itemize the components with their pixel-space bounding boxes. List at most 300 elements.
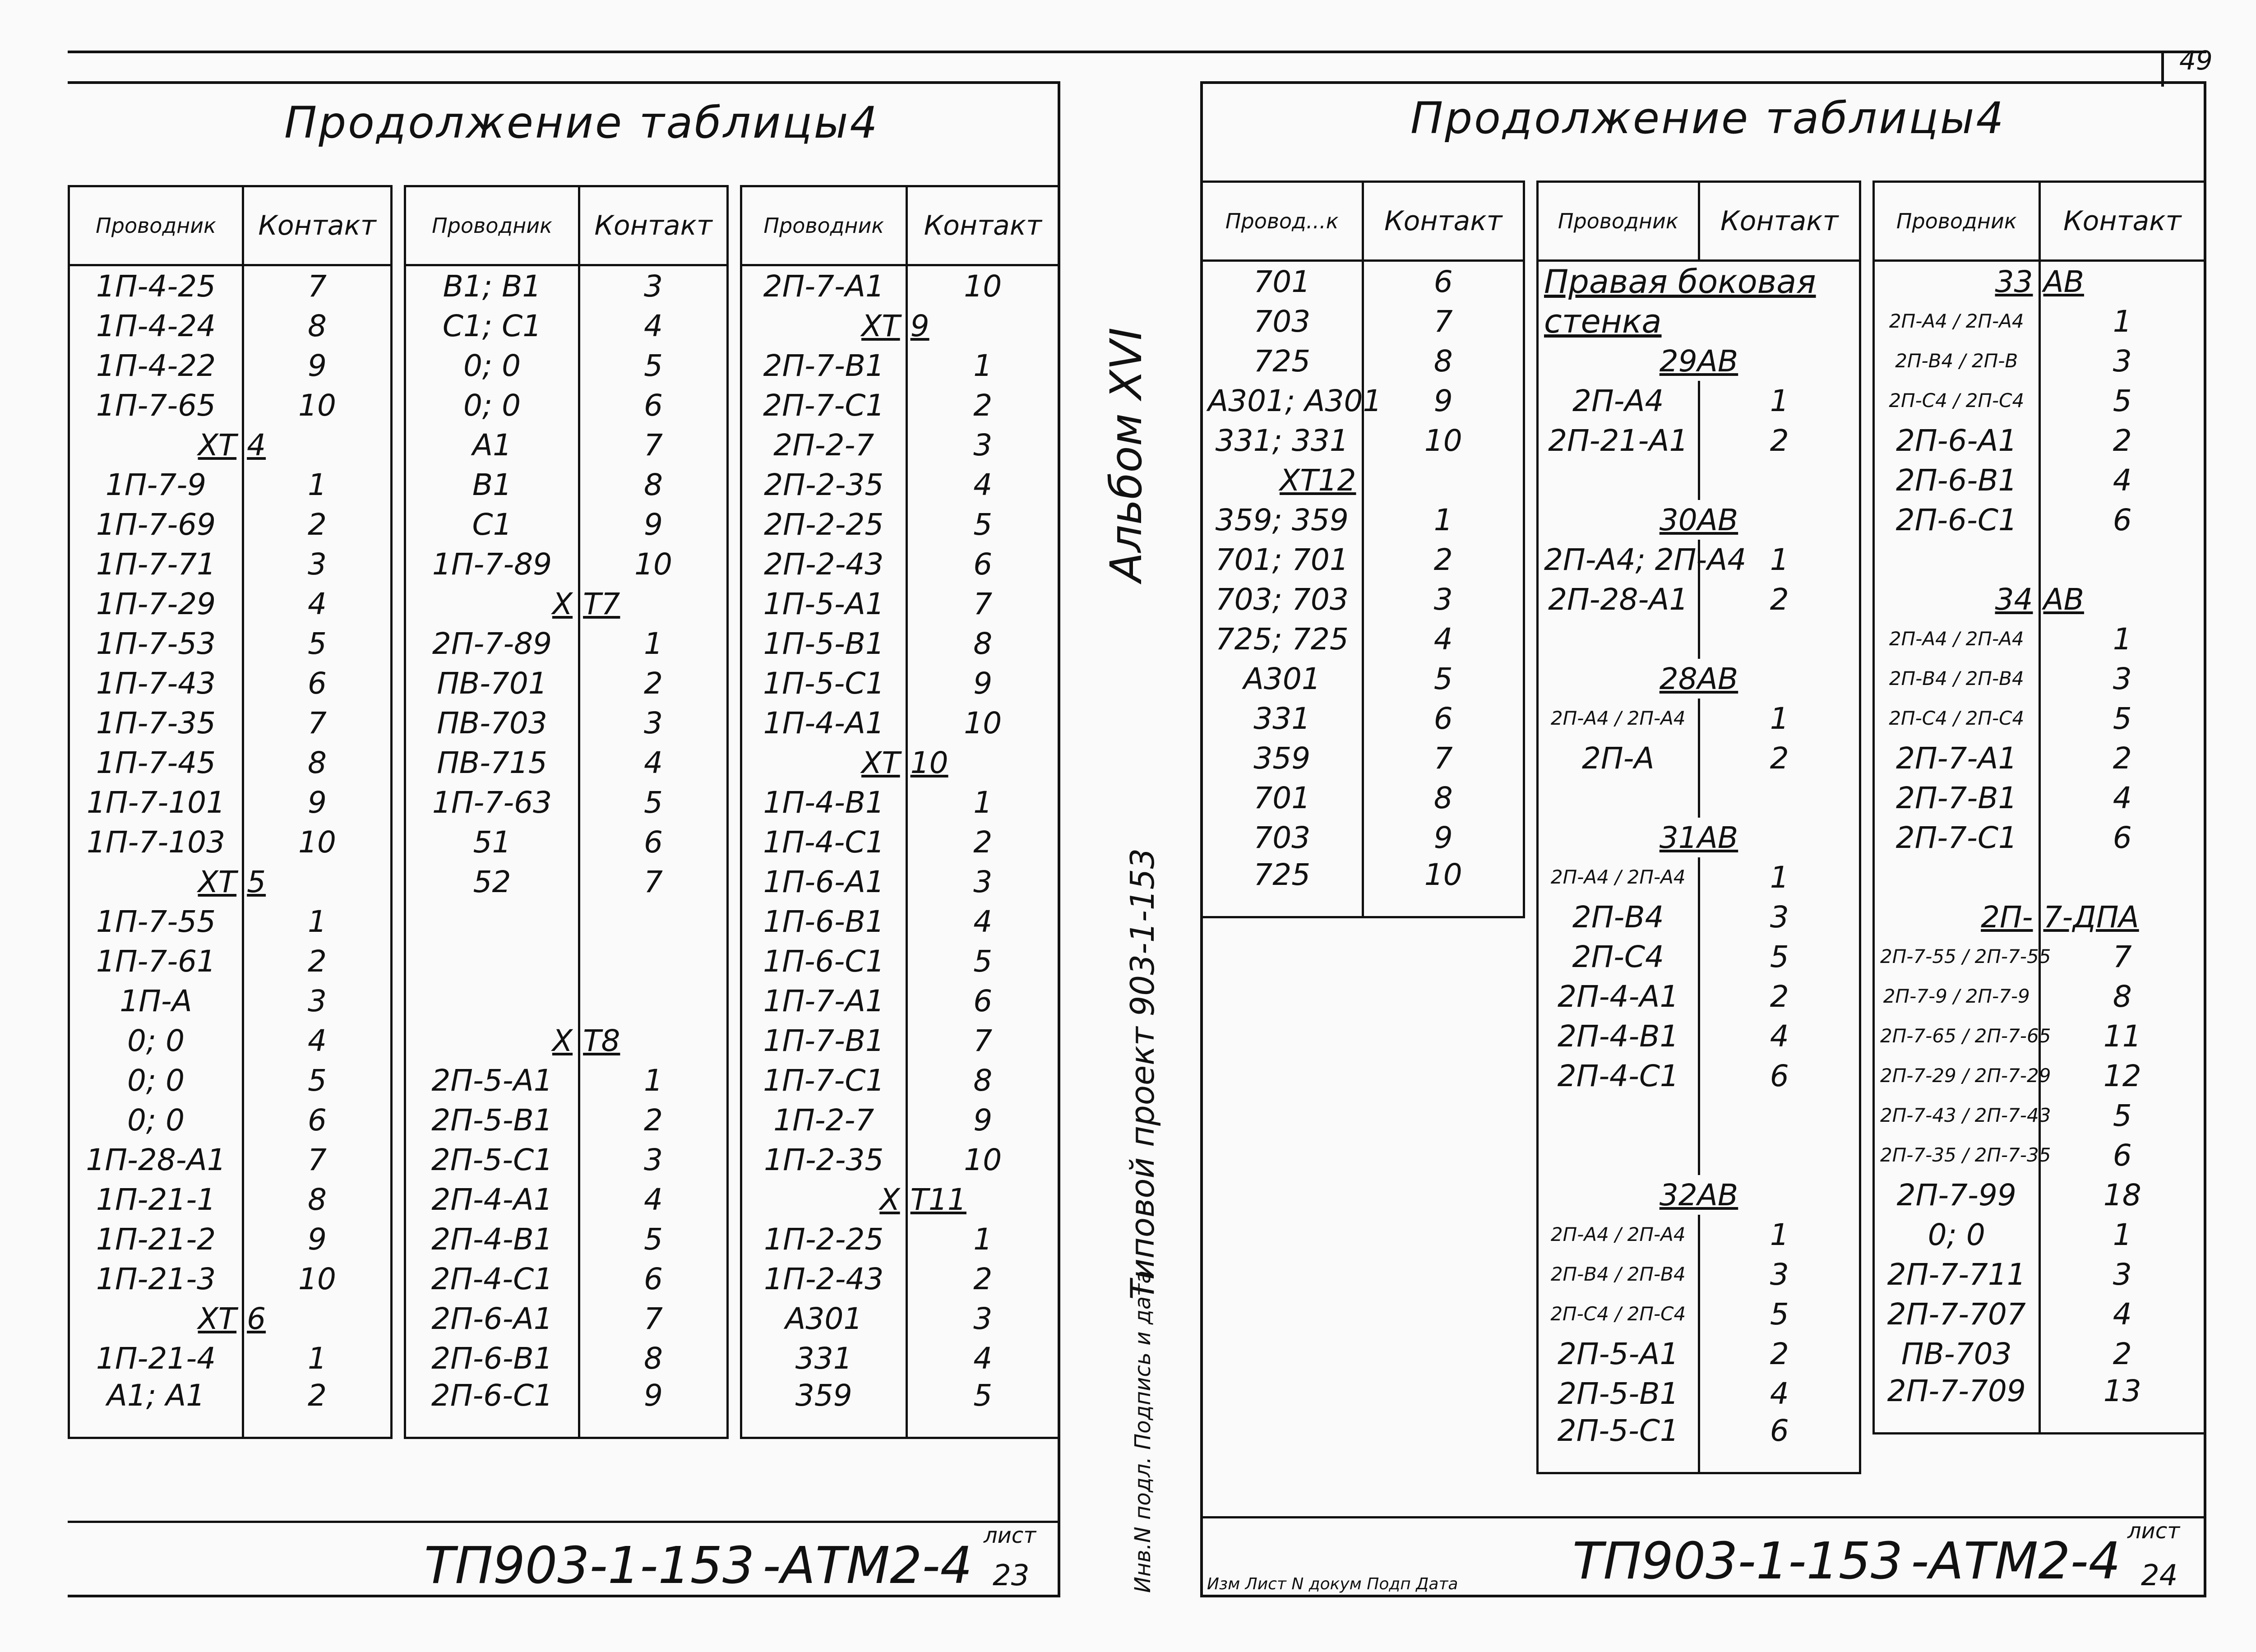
table-row xyxy=(1538,699,1860,738)
contact-cell: 1 xyxy=(1699,540,1860,579)
table-row xyxy=(1874,579,2205,619)
contact-cell: 1 xyxy=(243,902,392,941)
contact-cell: 4 xyxy=(1699,1016,1860,1056)
page-number: 49 xyxy=(2179,45,2213,76)
table-row xyxy=(741,1219,1059,1259)
right-table-2 xyxy=(1536,180,1861,1474)
table-row xyxy=(405,1060,728,1100)
table-row xyxy=(1202,619,1524,659)
contact-cell: 10 xyxy=(579,544,728,584)
left-sheet-number: 23 xyxy=(993,1559,1030,1592)
table-row xyxy=(1202,738,1524,778)
conductor-cell: 1П-21-2 xyxy=(69,1219,243,1259)
table-row xyxy=(69,862,392,902)
table-row xyxy=(1538,738,1860,778)
contact-cell: 8 xyxy=(243,306,392,346)
conductor-cell: 1П-2-25 xyxy=(741,1219,907,1259)
left-stamp-code: ТП903-1-153 xyxy=(424,1536,755,1595)
contact-cell: 2 xyxy=(1363,540,1524,579)
conductor-cell: 1П-А xyxy=(69,981,243,1021)
table-row xyxy=(1874,1254,2205,1294)
table-row xyxy=(1538,1096,1860,1135)
header-contact: Контакт xyxy=(1363,182,1524,261)
contact-cell: 8 xyxy=(1363,341,1524,381)
conductor-cell: 703 xyxy=(1202,301,1363,341)
table-row xyxy=(1202,818,1524,857)
header-conductor: Проводник xyxy=(1538,182,1699,261)
contact-cell: 3 xyxy=(2039,659,2205,699)
table-row xyxy=(1874,301,2205,341)
contact-cell: 9 xyxy=(906,306,1059,346)
conductor-cell: 2П-6-А1 xyxy=(1874,421,2040,460)
left-table-3 xyxy=(740,185,1060,1439)
conductor-cell: 2П-4-С1 xyxy=(1538,1056,1699,1096)
contact-cell: Т8 xyxy=(579,1021,728,1060)
table-row xyxy=(1874,1056,2205,1096)
contact-cell: 4 xyxy=(579,306,728,346)
table-row xyxy=(69,465,392,504)
table-row xyxy=(405,425,728,465)
contact-cell: 2 xyxy=(243,941,392,981)
header-contact: Контакт xyxy=(1699,182,1860,261)
table-row xyxy=(405,465,728,504)
contact-cell: 7-ДПА xyxy=(2039,897,2205,937)
conductor-cell: 1П-7-45 xyxy=(69,743,243,782)
table-row xyxy=(741,1021,1059,1060)
contact-cell: 6 xyxy=(2039,818,2205,857)
table-row xyxy=(1202,540,1524,579)
contact-cell: 2 xyxy=(243,504,392,544)
table-row xyxy=(1874,540,2205,579)
table-row xyxy=(405,1259,728,1299)
table-row xyxy=(1538,1254,1860,1294)
contact-cell: 5 xyxy=(906,941,1059,981)
table-row xyxy=(1538,341,1860,381)
conductor-cell: 29АВ xyxy=(1538,341,1860,381)
table-row xyxy=(1538,937,1860,976)
table-row xyxy=(1538,857,1860,897)
left-table-1 xyxy=(68,185,393,1439)
conductor-cell: 331 xyxy=(741,1338,907,1378)
contact-cell: 10 xyxy=(243,1259,392,1299)
conductor-cell: 1П-7-63 xyxy=(405,782,579,822)
contact-cell: 8 xyxy=(906,624,1059,663)
table-row xyxy=(1874,857,2205,897)
table-row xyxy=(1874,1294,2205,1334)
contact-cell: 5 xyxy=(1699,1294,1860,1334)
conductor-cell: А301 xyxy=(741,1299,907,1338)
table-row xyxy=(1202,659,1524,699)
contact-cell: 6 xyxy=(243,1299,392,1338)
table-row xyxy=(69,425,392,465)
contact-cell: 9 xyxy=(243,346,392,385)
contact-cell: 5 xyxy=(2039,1096,2205,1135)
conductor-cell: X xyxy=(741,1180,907,1219)
table-row xyxy=(1538,1374,1860,1413)
conductor-cell: 34 xyxy=(1874,579,2040,619)
conductor-cell: 2П-6-В1 xyxy=(405,1338,579,1378)
table-row xyxy=(741,265,1059,306)
contact-cell: 5 xyxy=(1699,937,1860,976)
conductor-cell: 32АВ xyxy=(1538,1175,1860,1215)
conductor-cell: 2П-С4 / 2П-С4 xyxy=(1874,381,2040,421)
contact-cell: 4 xyxy=(243,1021,392,1060)
table-row xyxy=(1874,261,2205,302)
conductor-cell: 703 xyxy=(1202,818,1363,857)
conductor-cell: 1П-6-А1 xyxy=(741,862,907,902)
conductor-cell: 725 xyxy=(1202,857,1363,917)
contact-cell: 10 xyxy=(906,1140,1059,1180)
contact-cell: 6 xyxy=(906,981,1059,1021)
contact-cell: 9 xyxy=(243,782,392,822)
contact-cell: 3 xyxy=(906,1299,1059,1338)
contact-cell: 1 xyxy=(243,465,392,504)
table-row xyxy=(405,385,728,425)
table-row xyxy=(1538,579,1860,619)
header-conductor: Проводник xyxy=(1874,182,2040,261)
table-row xyxy=(1874,738,2205,778)
conductor-cell xyxy=(1538,778,1699,818)
conductor-cell xyxy=(1874,857,2040,897)
table-row xyxy=(1874,341,2205,381)
contact-cell: 1 xyxy=(1699,1215,1860,1254)
conductor-cell: 0; 0 xyxy=(405,346,579,385)
contact-cell xyxy=(1699,460,1860,500)
table-row xyxy=(69,1219,392,1259)
conductor-cell: 1П-2-35 xyxy=(741,1140,907,1180)
contact-cell: 2 xyxy=(906,822,1059,862)
table-row xyxy=(1202,341,1524,381)
conductor-cell: 2П-6-А1 xyxy=(405,1299,579,1338)
contact-cell: 3 xyxy=(579,265,728,306)
table-row xyxy=(1874,1016,2205,1056)
contact-cell: 6 xyxy=(579,1259,728,1299)
table-row xyxy=(69,663,392,703)
contact-cell: 10 xyxy=(1363,421,1524,460)
conductor-cell: X xyxy=(405,584,579,624)
header-contact: Контакт xyxy=(579,186,728,265)
contact-cell: 1 xyxy=(1699,699,1860,738)
table-row xyxy=(1874,1215,2205,1254)
conductor-cell: 1П-7-43 xyxy=(69,663,243,703)
conductor-cell: 2П-А4; 2П-А4 xyxy=(1538,540,1699,579)
header-conductor: Проводник xyxy=(69,186,243,265)
table-row xyxy=(405,346,728,385)
conductor-cell: 725 xyxy=(1202,341,1363,381)
left-table-2 xyxy=(404,185,729,1439)
conductor-cell: 1П-7-53 xyxy=(69,624,243,663)
contact-cell: 5 xyxy=(243,862,392,902)
contact-cell: 7 xyxy=(1363,301,1524,341)
table-row xyxy=(1874,897,2205,937)
conductor-cell: ПВ-701 xyxy=(405,663,579,703)
table-row xyxy=(69,1021,392,1060)
contact-cell: 10 xyxy=(906,743,1059,782)
conductor-cell: 2П-7-С1 xyxy=(1874,818,2040,857)
header-conductor: Проводник xyxy=(741,186,907,265)
conductor-cell: 2П-5-А1 xyxy=(1538,1334,1699,1374)
conductor-cell: 1П-7-29 xyxy=(69,584,243,624)
contact-cell: 18 xyxy=(2039,1175,2205,1215)
contact-cell: 1 xyxy=(1699,857,1860,897)
contact-cell: 4 xyxy=(2039,1294,2205,1334)
table-row xyxy=(1202,460,1524,500)
conductor-cell: 2П-7-А1 xyxy=(741,265,907,306)
conductor-cell: 2П-7-В1 xyxy=(1874,778,2040,818)
contact-cell: 7 xyxy=(1363,738,1524,778)
conductor-cell xyxy=(1538,1135,1699,1175)
conductor-cell: 1П-5-А1 xyxy=(741,584,907,624)
conductor-cell: 1П-7-55 xyxy=(69,902,243,941)
contact-cell: 4 xyxy=(906,902,1059,941)
table-row xyxy=(69,1338,392,1378)
contact-cell: 7 xyxy=(243,265,392,306)
contact-cell: 6 xyxy=(1363,261,1524,302)
table-row xyxy=(1538,778,1860,818)
margin-stamp-fields: Инв.N подл. Подпись и дата xyxy=(1130,1270,1156,1593)
table-row xyxy=(69,265,392,306)
contact-cell: 1 xyxy=(2039,1215,2205,1254)
contact-cell xyxy=(1699,1135,1860,1175)
table-row xyxy=(741,862,1059,902)
table-row xyxy=(1538,1413,1860,1473)
table-row xyxy=(69,504,392,544)
table-row xyxy=(69,346,392,385)
table-row xyxy=(1538,1056,1860,1096)
conductor-cell: 2П-7-9 / 2П-7-9 xyxy=(1874,976,2040,1016)
table-row xyxy=(1538,540,1860,579)
conductor-cell: 1П-4-А1 xyxy=(741,703,907,743)
table-row xyxy=(1874,659,2205,699)
contact-cell: 5 xyxy=(2039,381,2205,421)
conductor-cell: 2П-5-С1 xyxy=(405,1140,579,1180)
table-row xyxy=(741,1259,1059,1299)
project-label: Типовой проект 903-1-153 xyxy=(1123,848,1161,1300)
table-row xyxy=(741,1378,1059,1438)
contact-cell: 5 xyxy=(906,1378,1059,1438)
table-row xyxy=(1874,1135,2205,1175)
table-row xyxy=(741,902,1059,941)
table-row xyxy=(1538,659,1860,699)
conductor-cell: 0; 0 xyxy=(69,1021,243,1060)
contact-cell: 9 xyxy=(1363,381,1524,421)
contact-cell: 6 xyxy=(579,385,728,425)
table-row xyxy=(1874,1096,2205,1135)
right-title-block xyxy=(1200,1516,2206,1597)
contact-cell: 11 xyxy=(2039,1016,2205,1056)
conductor-cell: 359 xyxy=(741,1378,907,1438)
contact-cell: 4 xyxy=(906,1338,1059,1378)
conductor-cell: С1 xyxy=(405,504,579,544)
contact-cell: 3 xyxy=(906,862,1059,902)
table-row xyxy=(1874,381,2205,421)
contact-cell: 6 xyxy=(906,544,1059,584)
table-row xyxy=(1874,976,2205,1016)
table-row xyxy=(741,504,1059,544)
conductor-cell: 1П-6-С1 xyxy=(741,941,907,981)
contact-cell: 7 xyxy=(579,1299,728,1338)
table-row xyxy=(405,1100,728,1140)
header-contact: Контакт xyxy=(2039,182,2205,261)
conductor-cell: 1П-4-25 xyxy=(69,265,243,306)
conductor-cell: 701; 701 xyxy=(1202,540,1363,579)
table-row xyxy=(1538,1334,1860,1374)
contact-cell: 8 xyxy=(1363,778,1524,818)
contact-cell: 13 xyxy=(2039,1374,2205,1434)
conductor-cell: X xyxy=(405,1021,579,1060)
conductor-cell: 703; 703 xyxy=(1202,579,1363,619)
contact-cell: 5 xyxy=(579,1219,728,1259)
conductor-cell: 1П-7-С1 xyxy=(741,1060,907,1100)
left-sheet-title: Продолжение таблицы4 xyxy=(284,97,879,148)
conductor-cell: 2П-7-В1 xyxy=(741,346,907,385)
conductor-cell: 1П-21-1 xyxy=(69,1180,243,1219)
contact-cell: 2 xyxy=(1699,976,1860,1016)
contact-cell: 3 xyxy=(1363,579,1524,619)
table-row xyxy=(405,624,728,663)
conductor-cell: 2П-4-В1 xyxy=(405,1219,579,1259)
conductor-cell: 2П-А4 / 2П-А4 xyxy=(1538,699,1699,738)
contact-cell: 4 xyxy=(1699,1374,1860,1413)
table-row xyxy=(1874,1175,2205,1215)
conductor-cell: 2П-4-В1 xyxy=(1538,1016,1699,1056)
conductor-cell: 1П-4-С1 xyxy=(741,822,907,862)
contact-cell: 9 xyxy=(906,663,1059,703)
table-row xyxy=(1202,381,1524,421)
contact-cell: 1 xyxy=(906,782,1059,822)
table-row xyxy=(405,584,728,624)
conductor-cell: А1 xyxy=(405,425,579,465)
conductor-cell: А301 xyxy=(1202,659,1363,699)
table-row xyxy=(69,584,392,624)
conductor-cell: 2П-7-55 / 2П-7-55 xyxy=(1874,937,2040,976)
conductor-cell: 701 xyxy=(1202,778,1363,818)
contact-cell: 7 xyxy=(243,703,392,743)
table-row xyxy=(1874,937,2205,976)
contact-cell xyxy=(2039,540,2205,579)
contact-cell: 9 xyxy=(906,1100,1059,1140)
contact-cell: АВ xyxy=(2039,261,2205,302)
left-stamp-suffix: -АТМ2-4 xyxy=(763,1536,973,1595)
table-row xyxy=(741,743,1059,782)
contact-cell: 2 xyxy=(906,385,1059,425)
table-row xyxy=(741,1140,1059,1180)
left-sheet-label: лист xyxy=(984,1523,1036,1548)
table-row xyxy=(741,981,1059,1021)
conductor-cell xyxy=(405,981,579,1021)
table-row xyxy=(69,1378,392,1438)
conductor-cell: 2П-А4 / 2П-А4 xyxy=(1538,857,1699,897)
conductor-cell: 2П-6-С1 xyxy=(405,1378,579,1438)
table-row xyxy=(1202,500,1524,540)
contact-cell: 1 xyxy=(243,1338,392,1378)
contact-cell: 6 xyxy=(2039,1135,2205,1175)
contact-cell: 5 xyxy=(579,782,728,822)
right-table-3 xyxy=(1872,180,2206,1435)
table-row xyxy=(405,1299,728,1338)
contact-cell: 3 xyxy=(579,703,728,743)
contact-cell: 10 xyxy=(243,385,392,425)
contact-cell: 2 xyxy=(906,1259,1059,1299)
contact-cell: 7 xyxy=(906,1021,1059,1060)
table-row xyxy=(405,265,728,306)
conductor-cell: 2П-7-С1 xyxy=(741,385,907,425)
conductor-cell xyxy=(1874,540,2040,579)
contact-cell: Т7 xyxy=(579,584,728,624)
contact-cell: 5 xyxy=(906,504,1059,544)
contact-cell: 2 xyxy=(1699,421,1860,460)
table-row xyxy=(741,1180,1059,1219)
contact-cell: 3 xyxy=(579,1140,728,1180)
conductor-cell: 1П-7-69 xyxy=(69,504,243,544)
contact-cell: 10 xyxy=(906,265,1059,306)
conductor-cell: 2П-5-В1 xyxy=(1538,1374,1699,1413)
contact-cell: 10 xyxy=(243,822,392,862)
contact-cell: 2 xyxy=(1699,579,1860,619)
table-row xyxy=(741,941,1059,981)
conductor-cell xyxy=(405,902,579,941)
contact-cell: 8 xyxy=(906,1060,1059,1100)
contact-cell: 9 xyxy=(1363,818,1524,857)
table-row xyxy=(1538,500,1860,540)
contact-cell: 8 xyxy=(243,1180,392,1219)
contact-cell: 6 xyxy=(243,663,392,703)
conductor-cell: 2П-2-35 xyxy=(741,465,907,504)
contact-cell: 4 xyxy=(243,584,392,624)
conductor-cell: В1; В1 xyxy=(405,265,579,306)
conductor-cell: 51 xyxy=(405,822,579,862)
table-row xyxy=(1538,619,1860,659)
conductor-cell: 2П-2-7 xyxy=(741,425,907,465)
conductor-cell: В1 xyxy=(405,465,579,504)
table-row xyxy=(405,1219,728,1259)
conductor-cell: 1П-4-22 xyxy=(69,346,243,385)
conductor-cell: 30АВ xyxy=(1538,500,1860,540)
table-row xyxy=(1202,579,1524,619)
contact-cell xyxy=(1699,1096,1860,1135)
table-row xyxy=(1538,381,1860,421)
contact-cell: 8 xyxy=(579,465,728,504)
table-row xyxy=(1538,460,1860,500)
conductor-cell: 2П-2-25 xyxy=(741,504,907,544)
conductor-cell: ПВ-703 xyxy=(1874,1334,2040,1374)
header-contact: Контакт xyxy=(243,186,392,265)
conductor-cell: 2П-В4 / 2П-В4 xyxy=(1874,659,2040,699)
table-row xyxy=(741,703,1059,743)
table-row xyxy=(1202,301,1524,341)
conductor-cell: 2П-7-43 / 2П-7-43 xyxy=(1874,1096,2040,1135)
conductor-cell: 1П-7-65 xyxy=(69,385,243,425)
conductor-cell: 2П-7-711 xyxy=(1874,1254,2040,1294)
table-row xyxy=(741,663,1059,703)
conductor-cell: 2П-7-65 / 2П-7-65 xyxy=(1874,1016,2040,1056)
conductor-cell: ПВ-703 xyxy=(405,703,579,743)
conductor-cell: 52 xyxy=(405,862,579,902)
conductor-cell: 2П-В4 xyxy=(1538,897,1699,937)
contact-cell: 6 xyxy=(2039,500,2205,540)
right-stamp-suffix: -АТМ2-4 xyxy=(1911,1532,2121,1591)
conductor-cell: 331; 331 xyxy=(1202,421,1363,460)
table-row xyxy=(69,703,392,743)
table-row xyxy=(405,306,728,346)
table-row xyxy=(1202,261,1524,302)
table-row xyxy=(1538,1175,1860,1215)
contact-cell: 3 xyxy=(1699,1254,1860,1294)
conductor-cell: 2П-А4 / 2П-А4 xyxy=(1874,619,2040,659)
table-row xyxy=(405,862,728,902)
table-row xyxy=(1874,699,2205,738)
conductor-cell: ПВ-715 xyxy=(405,743,579,782)
